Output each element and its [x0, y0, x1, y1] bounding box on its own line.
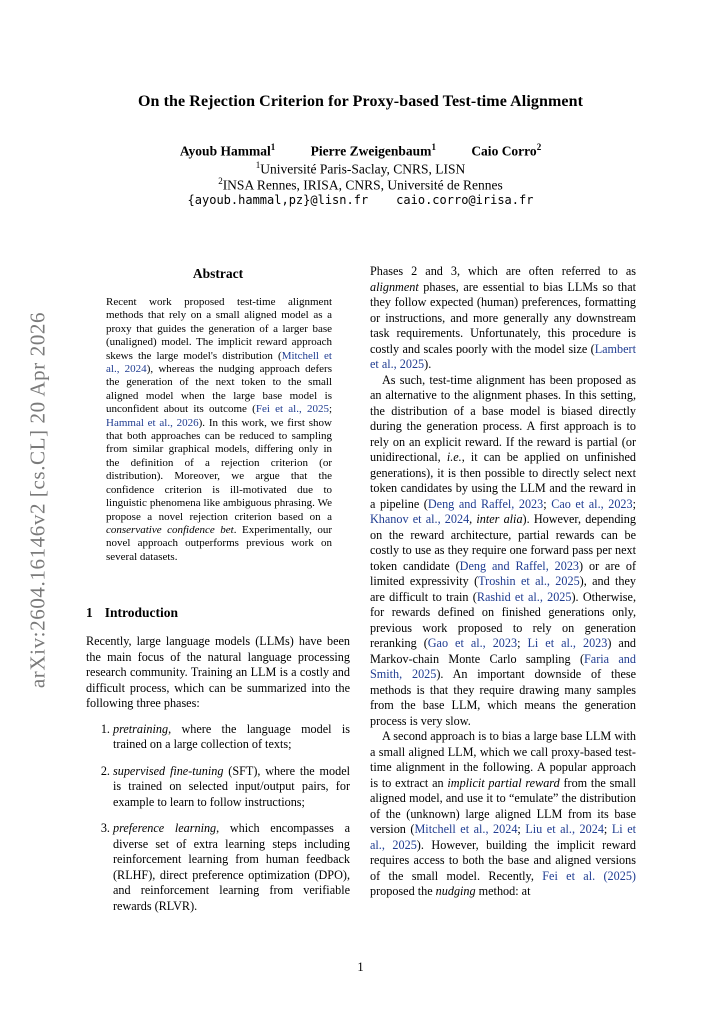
citation-link[interactable]: Li et al., 2025: [370, 822, 636, 852]
right-column-body: [370, 264, 636, 900]
affiliation-1: $^1$Université Paris-Saclay, CNRS, LISN: [255, 160, 466, 177]
paragraph: Phases 2 and 3, which are often referred to as alignment phases, are essential to bias LLMs so that they follow expected (human) preferences, formatting or instructions, and more generally any downstream task requirements. Unfortunately, this procedure is costly and scales poorly with the model size (Lambert et al., 2025).: [370, 264, 636, 371]
abstract-heading: Abstract: [192, 266, 244, 281]
list-item: 3. preference learning, which encompasses a diverse set of extra learning steps including reinforcement learning from human feedback (RLHF), direct preference optimization (DPO), and reinforcement learning from verifiable rewards (RLVR).: [113, 821, 350, 914]
paragraph: As such, test-time alignment has been proposed as an alternative to the alignment phases. In this setting, the distribution of a base model is biased directly during the generation process. A first approach is to rely on an explicit reward. If the reward is partial (or unidirectional, i.e., it can be applied on unfinished generations), it is then possible to directly select next token candidates by using the LLM and the reward in a pipeline (Deng and Raffel, 2023; Cao et al., 2023; Khanov et al., 2024, inter alia). However, depending on the reward architecture, partial rewards can be costly to use as they require one forward pass per next token candidate (Deng and Raffel, 2023) or are of limited expressivity (Troshin et al., 2025), and they are difficult to train (Rashid et al., 2025). Otherwise, for rewards defined on finished generations only, previous work proposed to rely on generation reranking (Gao et al., 2023; Li et al., 2023) and Markov-chain Monte Carlo sampling (Faria and Smith, 2025). An important downside of these methods is that they require drawing many samples from the base LLM, which means the generation process is very slow.: [370, 372, 637, 728]
author-1: Ayoub Hammal$^1$: [179, 142, 276, 159]
citation-link[interactable]: Fei et al., 2025: [255, 403, 329, 416]
citation-link[interactable]: Fei et al. (2025): [542, 868, 636, 883]
arxiv-identifier[interactable]: arXiv:2604.16146v2 [cs.CL] 20 Apr 2026: [25, 311, 50, 689]
author-list: [0, 142, 721, 160]
author-3: Caio Corro$^2$: [471, 142, 542, 159]
author-2: Pierre Zweigenbaum$^1$: [310, 142, 436, 159]
citation-link[interactable]: Mitchell et al., 2024: [414, 822, 518, 836]
citation-link[interactable]: Gao et al., 2023: [427, 636, 518, 650]
arxiv-sidebar-stamp: [21, 300, 55, 700]
citation-link[interactable]: Hammal et al., 2026: [106, 416, 199, 429]
abstract-body: Recent work proposed test-time alignment methods that rely on a small aligned model as a proxy that guides the generation of a larger base (unaligned) model. The implicit reward approach skews the large model's distribution (Mitchell et al., 2024), whereas the nudging approach defers the generation of the next token to the small aligned model when the large base model is unconfident about its outcome (Fei et al., 2025; Hammal et al., 2026). In this work, we first show that both approaches can be reduced to sampling from similar graphical models, differing only in the definition of a rejection criterion (or distribution). Moreover, we argue that the confidence criterion is ill-motivated due to linguistic phenomena like ambiguous phrasing. We propose a novel rejection criterion based on a conservative confidence bet. Experimentally, our novel approach outperforms previous work on several datasets.: [106, 296, 333, 563]
citation-link[interactable]: Lambert et al., 2025: [370, 341, 636, 371]
citation-link[interactable]: Khanov et al., 2024: [370, 512, 470, 526]
list-item: 1. pretraining, where the language model is trained on a large collection of texts;: [113, 722, 350, 753]
citation-link[interactable]: Troshin et al., 2025: [478, 574, 580, 588]
citation-link[interactable]: Li et al., 2023: [527, 636, 608, 650]
paper-title: On the Rejection Criterion for Proxy-based Test-time Alignment: [137, 93, 584, 110]
intro-paragraph: Recently, large language models (LLMs) have been the main focus of the natural language processing research community. Training an LLM is a costly and difficult process, which can be summarized into the following three phases:: [86, 634, 350, 710]
page-number: 1: [357, 960, 364, 974]
author-emails: [0, 193, 721, 207]
citation-link[interactable]: Deng and Raffel, 2023: [427, 496, 544, 511]
citation-link[interactable]: Deng and Raffel, 2023: [459, 558, 580, 573]
section-heading-introduction: 1 Introduction: [86, 605, 179, 620]
citation-link[interactable]: Mitchell et al., 2024: [106, 349, 332, 376]
phase-list: [86, 722, 350, 915]
email-2[interactable]: caio.corro@irisa.fr: [396, 193, 534, 207]
introduction-body: [86, 634, 350, 925]
paragraph: A second approach is to bias a large base LLM with a small aligned LLM, which we call proxy-based test-time alignment in the following. A popular approach is to extract an implicit partial reward from the small aligned model, and use it to “emulate” the distribution of the (unknown) large aligned LLM from its base version (Mitchell et al., 2024; Liu et al., 2024; Li et al., 2025). However, building the implicit reward requires access to both the base and aligned versions of the small model. Recently, Fei et al. (2025) proposed the nudging method: at: [370, 729, 637, 898]
citation-link[interactable]: Cao et al., 2023: [551, 496, 633, 511]
affiliation-2: $^2$INSA Rennes, IRISA, CNRS, Université de Rennes: [218, 176, 503, 193]
citation-link[interactable]: Rashid et al., 2025: [476, 589, 572, 604]
citation-link[interactable]: Liu et al., 2024: [525, 822, 604, 836]
email-1[interactable]: {ayoub.hammal,pz}@lisn.fr: [187, 193, 369, 207]
list-item: 2. supervised fine-tuning (SFT), where the model is trained on selected input/output pairs, for example to learn to follow instructions;: [113, 764, 350, 811]
citation-link[interactable]: Faria and Smith, 2025: [370, 651, 636, 681]
